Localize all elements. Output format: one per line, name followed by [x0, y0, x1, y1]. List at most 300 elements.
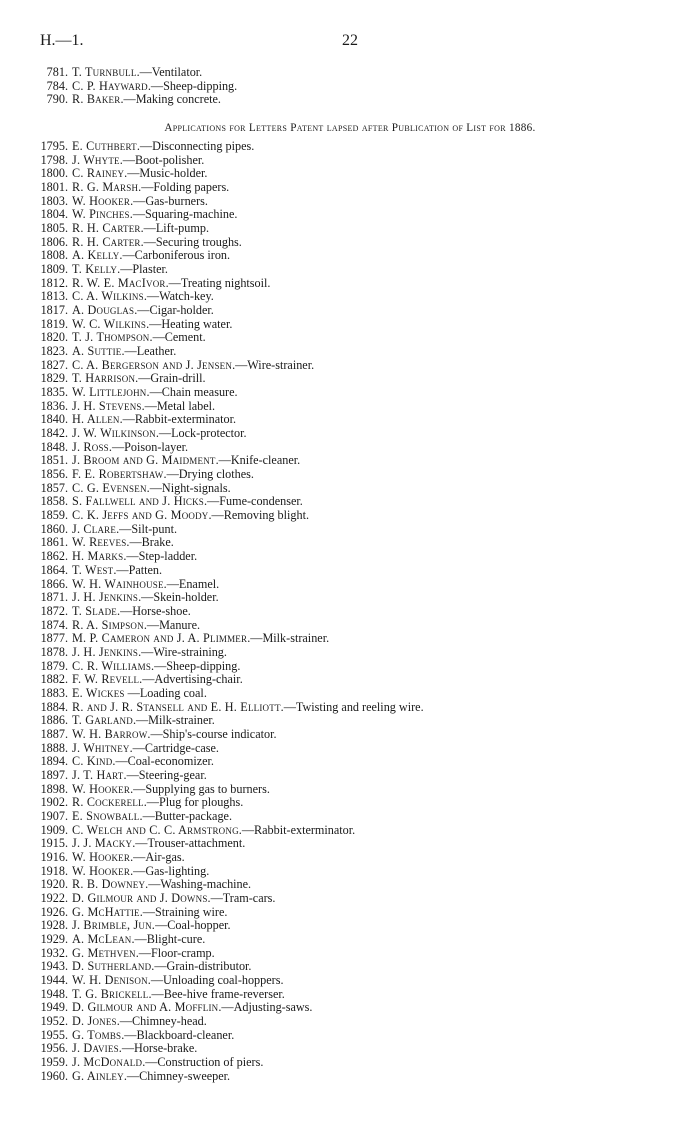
application-number: 1909. — [40, 822, 68, 837]
entry-text — [72, 413, 236, 427]
application-number: 1812. — [40, 275, 68, 290]
list-item — [0, 290, 700, 304]
applicant-name: J. McDonald — [72, 1055, 143, 1070]
entry-text — [72, 263, 168, 277]
entry-text — [72, 988, 285, 1002]
entry-text — [72, 974, 284, 988]
application-number: 1857. — [40, 480, 68, 495]
list-item — [0, 523, 700, 537]
list-item — [0, 345, 700, 359]
list-item — [0, 892, 700, 906]
entry-text — [72, 441, 188, 455]
entry-text — [72, 318, 232, 332]
entry-text — [72, 523, 177, 537]
invention-title: .—Knife-cleaner. — [215, 453, 301, 468]
applicant-name: J. Davies — [72, 1041, 119, 1056]
list-item — [0, 468, 700, 482]
application-number: 1864. — [40, 562, 68, 577]
applicant-name: E. Snowball — [72, 808, 140, 823]
list-item — [0, 427, 700, 441]
entry-text — [72, 536, 174, 550]
list-item — [0, 550, 700, 564]
invention-title: .—Leather. — [121, 344, 177, 359]
list-item — [0, 482, 700, 496]
list-item — [0, 660, 700, 674]
list-item — [0, 837, 700, 851]
list-item — [0, 933, 700, 947]
invention-title: .—Treating nightsoil. — [165, 275, 271, 290]
applicant-name: S. Fallwell and J. Hicks — [72, 494, 204, 509]
entry-text — [72, 509, 309, 523]
invention-title: .—Adjusting-saws. — [218, 1000, 313, 1015]
application-number: 1902. — [40, 795, 68, 810]
invention-title: .—Poison-layer. — [108, 439, 189, 454]
list-item — [0, 755, 700, 769]
applicant-name: E. Cuthbert — [72, 139, 137, 153]
application-number: 1928. — [40, 918, 68, 933]
application-number: 1840. — [40, 412, 68, 427]
invention-title: .—Horse-brake. — [118, 1041, 198, 1056]
application-number: 1932. — [40, 945, 68, 960]
entry-text — [72, 222, 209, 236]
application-number: 1949. — [40, 1000, 68, 1015]
list-item — [0, 222, 700, 236]
list-item — [0, 386, 700, 400]
invention-title: .—Folding papers. — [138, 180, 230, 195]
application-number: 1861. — [40, 535, 68, 550]
invention-title: .—Rabbit-exterminator. — [119, 412, 237, 427]
invention-title: .—Blight-cure. — [131, 931, 206, 946]
entry-text — [72, 728, 277, 742]
application-number: 1859. — [40, 508, 68, 523]
list-item — [0, 536, 700, 550]
list-item — [0, 1029, 700, 1043]
list-item — [0, 66, 700, 80]
applicant-name: W. Pinches — [72, 207, 130, 222]
applicant-name: C. P. Hayward — [72, 78, 148, 93]
list-item — [0, 1070, 700, 1084]
invention-title: .—Metal label. — [141, 398, 216, 413]
entry-text — [72, 742, 219, 756]
entry-text — [72, 865, 209, 879]
entry-text — [72, 660, 240, 674]
invention-title: .—Securing troughs. — [140, 234, 242, 249]
list-item — [0, 906, 700, 920]
entry-text — [72, 80, 237, 94]
application-number: 1800. — [40, 166, 68, 181]
list-item — [0, 195, 700, 209]
entry-text — [72, 714, 215, 728]
entry-text — [72, 181, 229, 195]
applicant-name: J. H. Stevens — [72, 398, 142, 413]
entry-text — [72, 755, 214, 769]
entry-text — [72, 195, 208, 209]
applicant-name: D. Sutherland — [72, 959, 152, 974]
application-number: 1805. — [40, 221, 68, 236]
invention-title: .—Plaster. — [117, 262, 168, 277]
applicant-name: D. Gilmour and A. Mofflin — [72, 1000, 219, 1015]
application-number: 1827. — [40, 357, 68, 372]
entry-text — [72, 386, 238, 400]
application-number: 1795. — [40, 139, 68, 153]
list-item — [0, 673, 700, 687]
applicant-name: D. Jones — [72, 1014, 117, 1028]
list-item — [0, 441, 700, 455]
entry-text — [72, 687, 207, 701]
applicant-name: D. Gilmour and J. Downs — [72, 890, 208, 905]
entry-text — [72, 236, 242, 250]
invention-title: .—Ventilator. — [136, 65, 203, 79]
list-item — [0, 851, 700, 865]
applicant-name: R. and J. R. Stansell and E. H. Elliott — [72, 699, 281, 714]
applicant-name: J. Clare — [72, 521, 117, 536]
invention-title: .—Skein-holder. — [138, 590, 219, 605]
applicant-name: G. Methven — [72, 945, 136, 960]
list-item — [0, 1015, 700, 1029]
entry-text — [72, 1029, 234, 1043]
invention-title: .—Cartridge-case. — [129, 740, 219, 755]
list-item — [0, 578, 700, 592]
application-number: 1955. — [40, 1027, 68, 1042]
page-header — [40, 32, 660, 52]
list-item — [0, 236, 700, 250]
applicant-name: J. W. Wilkinson — [72, 426, 156, 441]
applicant-name: A. Kelly — [72, 248, 120, 263]
invention-title: .—Step-ladder. — [123, 549, 198, 564]
entry-text — [72, 578, 219, 592]
invention-title: .—Blackboard-cleaner. — [121, 1027, 235, 1042]
invention-title: —Coal-hopper. — [155, 918, 231, 933]
entry-text — [72, 783, 270, 797]
applicant-name: W. H. Wainhouse — [72, 576, 164, 591]
applicant-name: R. H. Carter — [72, 234, 141, 249]
invention-title: .—Sheep-dipping. — [147, 78, 238, 93]
application-number: 1866. — [40, 576, 68, 591]
application-number: 1806. — [40, 234, 68, 249]
application-number: 1798. — [40, 152, 68, 167]
list-item — [0, 564, 700, 578]
applicant-name: W. Hooker — [72, 193, 131, 208]
invention-title: .—Sheep-dipping. — [151, 658, 241, 673]
application-number: 1820. — [40, 330, 68, 345]
application-number: 1858. — [40, 494, 68, 509]
invention-title: .—Rabbit-exterminator. — [238, 822, 356, 837]
entry-text — [72, 1042, 197, 1056]
entry-text — [72, 359, 314, 373]
application-number: 1956. — [40, 1041, 68, 1056]
applicant-name: W. Hooker — [72, 849, 131, 864]
entry-text — [72, 400, 215, 414]
applicant-name: R. Cockerell — [72, 795, 144, 810]
invention-title: .—Manure. — [143, 617, 201, 632]
list-item — [0, 769, 700, 783]
applicant-name: H. Marks — [72, 549, 124, 564]
list-item — [0, 80, 700, 94]
invention-title: .—Wire-straining. — [138, 644, 227, 659]
application-number: 1916. — [40, 849, 68, 864]
applicant-name: C. Welch and C. C. Armstrong — [72, 822, 239, 837]
application-number: 1835. — [40, 385, 68, 400]
invention-title: .—Silt-punt. — [116, 521, 178, 536]
applicant-name: W. Hooker — [72, 781, 131, 796]
entry-text — [72, 605, 191, 619]
applicant-name: C. K. Jeffs and G. Moody — [72, 508, 209, 523]
invention-title: .—Air-gas. — [130, 849, 185, 864]
invention-title: .—Milk-strainer. — [132, 713, 215, 728]
applicant-name: G. Ainley — [72, 1068, 124, 1083]
applicant-name: J. Broom and G. Maidment — [72, 453, 216, 468]
entry-text — [72, 331, 206, 345]
application-number: 1920. — [40, 877, 68, 892]
invention-title: .—Washing-machine. — [145, 877, 252, 892]
entry-text — [72, 632, 329, 646]
list-item — [0, 947, 700, 961]
invention-title: .—Coal-economizer. — [112, 754, 214, 769]
application-number: 1817. — [40, 303, 68, 318]
invention-title: .—Cement. — [149, 330, 206, 345]
application-number: 1823. — [40, 344, 68, 359]
entry-text — [72, 906, 227, 920]
entry-text — [72, 1001, 312, 1015]
application-number: 1848. — [40, 439, 68, 454]
list-item — [0, 277, 700, 291]
application-number: 1887. — [40, 726, 68, 741]
application-number: 1819. — [40, 316, 68, 331]
list-item — [0, 701, 700, 715]
application-number: 1874. — [40, 617, 68, 632]
invention-title: .—Construction of piers. — [142, 1055, 264, 1070]
entry-text — [72, 673, 243, 687]
applicant-name: C. R. Williams — [72, 658, 152, 673]
entry-text — [72, 66, 202, 80]
list-item — [0, 783, 700, 797]
invention-title: .—Music-holder. — [124, 166, 208, 181]
list-item — [0, 140, 700, 154]
entry-text — [72, 646, 227, 660]
list-item — [0, 413, 700, 427]
list-item — [0, 919, 700, 933]
applicant-name: J. Whyte — [72, 152, 120, 167]
entry-text — [72, 824, 355, 838]
invention-title: .—Butter-package. — [139, 808, 232, 823]
list-item — [0, 154, 700, 168]
entry-text — [72, 933, 205, 947]
entry-text — [72, 810, 232, 824]
invention-title: .—Patten. — [113, 562, 163, 577]
applicant-name: C. Kind — [72, 754, 113, 769]
application-number: 1898. — [40, 781, 68, 796]
entry-text — [72, 769, 207, 783]
application-number: 1809. — [40, 262, 68, 277]
invention-title: .—Cigar-holder. — [134, 303, 214, 318]
entry-text — [72, 140, 254, 154]
applicant-name: T. G. Brickell — [72, 986, 149, 1001]
application-number: 1948. — [40, 986, 68, 1001]
entry-text — [72, 851, 185, 865]
applicant-name: C. A. Bergerson and J. Jensen — [72, 357, 233, 372]
applicant-name: T. West — [72, 562, 114, 577]
applicant-name: M. P. Cameron and J. A. Plimmer — [72, 631, 248, 646]
page-number: 22 — [342, 32, 358, 49]
applicant-name: G. Tombs — [72, 1027, 122, 1042]
application-number: 1879. — [40, 658, 68, 673]
application-number: 1860. — [40, 521, 68, 536]
application-number: 1929. — [40, 931, 68, 946]
entry-text — [72, 1056, 263, 1070]
list-item — [0, 372, 700, 386]
invention-title: .—Grain-drill. — [135, 371, 206, 386]
entry-text — [72, 1015, 207, 1029]
invention-title: .—Straining wire. — [139, 904, 228, 919]
applicant-name: F. E. Robertshaw — [72, 467, 164, 482]
application-number: 1804. — [40, 207, 68, 222]
applicant-name: W. H. Barrow — [72, 726, 148, 741]
application-number: 790. — [46, 92, 68, 107]
applicant-name: J. Whitney — [72, 740, 130, 755]
entry-text — [72, 372, 206, 386]
list-item — [0, 796, 700, 810]
application-number: 1877. — [40, 631, 68, 646]
application-number: 1959. — [40, 1055, 68, 1070]
list-item — [0, 318, 700, 332]
list-item — [0, 865, 700, 879]
entry-text — [72, 249, 230, 263]
invention-title: .—Floor-cramp. — [135, 945, 215, 960]
entry-text — [72, 796, 243, 810]
application-number: 1829. — [40, 371, 68, 386]
list-item — [0, 632, 700, 646]
application-number: 1842. — [40, 426, 68, 441]
entry-text — [72, 345, 176, 359]
applicant-name: C. A. Wilkins — [72, 289, 144, 304]
invention-title: .—Horse-shoe. — [117, 603, 191, 618]
entry-text — [72, 290, 214, 304]
entry-text — [72, 167, 207, 181]
list-item — [0, 93, 700, 107]
lapsed-applications-list — [0, 140, 700, 1083]
application-number: 1851. — [40, 453, 68, 468]
section-heading: Applications for Letters Patent lapsed after Publication of List for 1886. — [164, 122, 536, 134]
application-number: 1918. — [40, 863, 68, 878]
applicant-name: A. McLean — [72, 931, 132, 946]
entry-text — [72, 960, 251, 974]
application-number: 1872. — [40, 603, 68, 618]
list-item — [0, 810, 700, 824]
applicant-name: R. A. Simpson — [72, 617, 144, 632]
applicant-name: J. J. Macky — [72, 836, 133, 851]
applicant-name: H. Allen — [72, 412, 120, 427]
invention-title: .—Chimney-head. — [116, 1014, 207, 1028]
application-number: 1888. — [40, 740, 68, 755]
invention-title: .—Boot-polisher. — [119, 152, 205, 167]
invention-title: .—Carboniferous iron. — [119, 248, 231, 263]
entry-text — [72, 878, 251, 892]
application-number: 784. — [46, 78, 68, 93]
invention-title: .—Squaring-machine. — [129, 207, 238, 222]
invention-title: .—Steering-gear. — [123, 767, 207, 782]
invention-title: .—Tram-cars. — [207, 890, 276, 905]
applicant-name: A. Douglas — [72, 303, 135, 318]
list-item — [0, 960, 700, 974]
applicant-name: W. Littlejohn — [72, 385, 147, 400]
list-item — [0, 646, 700, 660]
application-number: 1882. — [40, 672, 68, 687]
invention-title: .—Supplying gas to burners. — [130, 781, 270, 796]
invention-title: .—Gas-lighting. — [130, 863, 210, 878]
list-item — [0, 249, 700, 263]
list-item — [0, 619, 700, 633]
invention-title: .—Advertising-chair. — [139, 672, 243, 687]
application-number: 1960. — [40, 1068, 68, 1083]
applicant-name: J. Brimble, Jun. — [72, 918, 156, 933]
list-item — [0, 509, 700, 523]
application-number: 1886. — [40, 713, 68, 728]
invention-title: .—Chain measure. — [146, 385, 238, 400]
list-item — [0, 454, 700, 468]
invention-title: .—Plug for ploughs. — [143, 795, 244, 810]
application-number: 1856. — [40, 467, 68, 482]
application-number: 1813. — [40, 289, 68, 304]
entry-text — [72, 93, 221, 107]
applicant-name: W. C. Wilkins — [72, 316, 147, 331]
list-item — [0, 687, 700, 701]
applicant-name: E. Wickes — [72, 685, 125, 700]
entry-text — [72, 947, 215, 961]
list-item — [0, 331, 700, 345]
applicant-name: R. W. E. MacIvor — [72, 275, 166, 290]
applicant-name: T. Kelly — [72, 262, 118, 277]
entry-text — [72, 482, 231, 496]
list-item — [0, 742, 700, 756]
applicant-name: R. Baker — [72, 92, 121, 107]
document-code: H.—1. — [40, 32, 84, 49]
application-number: 781. — [46, 65, 68, 79]
entry-text — [72, 277, 270, 291]
applicant-name: J. Ross — [72, 439, 109, 454]
list-item — [0, 728, 700, 742]
invention-title: .—Milk-strainer. — [247, 631, 330, 646]
entry-text — [72, 892, 275, 906]
application-number: 1943. — [40, 959, 68, 974]
invention-title: .—Twisting and reeling wire. — [280, 699, 424, 714]
invention-title: .—Brake. — [126, 535, 174, 550]
applicant-name: G. McHattie — [72, 904, 140, 919]
entry-text — [72, 564, 162, 578]
applicant-name: W. Reeves — [72, 535, 127, 550]
invention-title: .—Removing blight. — [208, 508, 310, 523]
entry-text — [72, 1070, 230, 1084]
application-number: 1836. — [40, 398, 68, 413]
application-number: 1808. — [40, 248, 68, 263]
invention-title: .—Enamel. — [163, 576, 220, 591]
invention-title: .—Heating water. — [146, 316, 233, 331]
invention-title: .—Night-signals. — [146, 480, 231, 495]
list-item — [0, 1001, 700, 1015]
invention-title: .—Watch-key. — [143, 289, 214, 304]
list-item — [0, 167, 700, 181]
application-number: 1883. — [40, 685, 68, 700]
applicant-name: J. T. Hart — [72, 767, 124, 782]
application-number: 1862. — [40, 549, 68, 564]
list-item — [0, 605, 700, 619]
application-number: 1878. — [40, 644, 68, 659]
entry-text — [72, 468, 254, 482]
list-item — [0, 359, 700, 373]
list-item — [0, 263, 700, 277]
applicant-name: T. Garland — [72, 713, 133, 728]
application-number: 1884. — [40, 699, 68, 714]
application-number: 1803. — [40, 193, 68, 208]
